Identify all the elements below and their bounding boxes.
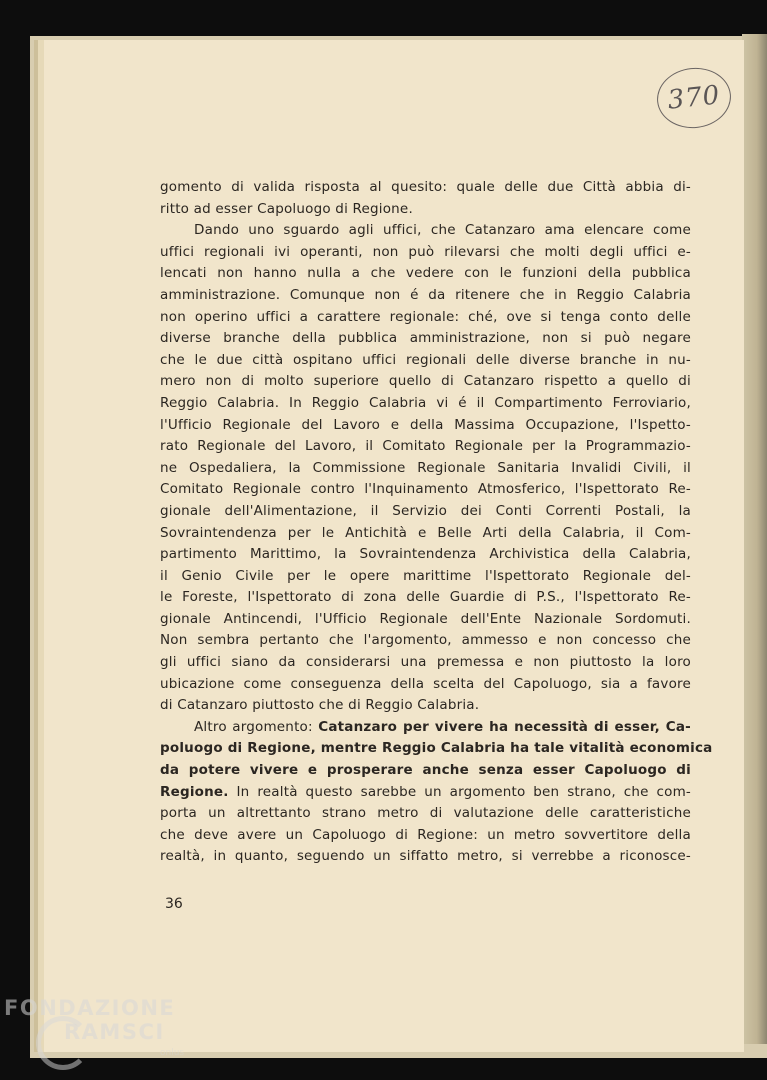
text-line: il Genio Civile per le opere marittime l'Ispettorato Regionale del- bbox=[160, 567, 691, 584]
text-line: ne Ospedaliera, la Commissione Regionale Sanitaria Invalidi Civili, il bbox=[160, 459, 691, 476]
text-line: rato Regionale del Lavoro, il Comitato Regionale per la Programmazio- bbox=[160, 438, 691, 455]
text-line: gionale dell'Alimentazione, il Servizio dei Conti Correnti Postali, la bbox=[160, 502, 691, 519]
text-line: le Foreste, l'Ispettorato di zona delle Guardie di P.S., l'Ispettorato Re- bbox=[160, 589, 691, 606]
text-line: Comitato Regionale contro l'Inquinamento Atmosferico, l'Ispettorato Re- bbox=[160, 481, 691, 498]
text-line: diverse branche della pubblica amministrazione, non si può negare bbox=[160, 330, 691, 347]
emphasis-run: Regione. bbox=[160, 783, 229, 800]
page-stack-edge bbox=[742, 34, 767, 1044]
page-folio: 36 bbox=[165, 896, 183, 912]
text-line: Sovraintendenza per le Antichità e Belle Arti della Calabria, il Com- bbox=[160, 524, 691, 541]
emphasis-run: da potere vivere e prosperare anche senza esser Capoluogo di bbox=[160, 762, 691, 779]
text-run: Altro argomento: bbox=[194, 718, 319, 735]
text-line: di Catanzaro piuttosto che di Reggio Calabria. bbox=[160, 697, 480, 714]
text-run: In realtà questo sarebbe un argomento ben strano, che com- bbox=[228, 783, 691, 800]
text-line: Reggio Calabria. In Reggio Calabria vi é il Compartimento Ferroviario, bbox=[160, 394, 691, 411]
text-line bbox=[160, 717, 691, 739]
watermark-line1: FONDAZIONE bbox=[4, 996, 176, 1020]
body-text bbox=[160, 177, 713, 868]
text-line: realtà, in quanto, seguendo un siffatto metro, si verrebbe a riconosce- bbox=[160, 848, 691, 865]
text-line: che le due città ospitano uffici regionali delle diverse branche in nu- bbox=[160, 351, 691, 368]
watermark-sub: onlus bbox=[160, 1048, 185, 1058]
text-line: ritto ad esser Capoluogo di Regione. bbox=[160, 200, 413, 217]
text-line: gli uffici siano da considerarsi una premessa e non piuttosto la loro bbox=[160, 654, 691, 671]
text-line: che deve avere un Capoluogo di Regione: un metro sovvertitore della bbox=[160, 826, 691, 843]
text-line: amministrazione. Comunque non é da ritenere che in Reggio Calabria bbox=[160, 286, 691, 303]
emphasis-run: poluogo di Regione, mentre Reggio Calabria ha tale vitalità economica bbox=[160, 740, 713, 757]
text-line: gomento di valida risposta al quesito: quale delle due Città abbia di- bbox=[160, 179, 691, 195]
text-line: l'Ufficio Regionale del Lavoro e della Massima Occupazione, l'Ispetto- bbox=[160, 416, 691, 433]
text-line bbox=[160, 738, 713, 760]
text-line: porta un altrettanto strano metro di valutazione delle caratteristiche bbox=[160, 805, 691, 822]
text-line: Dando uno sguardo agli uffici, che Catanzaro ama elencare come bbox=[194, 222, 691, 239]
handwritten-page-number: 370 bbox=[654, 64, 734, 131]
text-line bbox=[160, 760, 691, 782]
emphasis-run: Catanzaro per vivere ha necessità di esser, Ca- bbox=[318, 718, 691, 735]
text-line bbox=[160, 782, 691, 804]
text-line: non operino uffici a carattere regionale: ché, ove si tenga conto delle bbox=[160, 308, 691, 325]
text-line: gionale Antincendi, l'Ufficio Regionale dell'Ente Nazionale Sordomuti. bbox=[160, 610, 691, 627]
watermark bbox=[4, 996, 194, 1066]
text-line: partimento Marittimo, la Sovraintendenza Archivistica della Calabria, bbox=[160, 546, 691, 563]
text-line: uffici regionali ivi operanti, non può rilevarsi che molti degli uffici e- bbox=[160, 243, 691, 260]
text-line: Non sembra pertanto che l'argomento, ammesso e non concesso che bbox=[160, 632, 691, 649]
text-line: lencati non hanno nulla a che vedere con le funzioni della pubblica bbox=[160, 265, 691, 282]
text-line: mero non di molto superiore quello di Catanzaro rispetto a quello di bbox=[160, 373, 691, 390]
watermark-line2: RAMSCI bbox=[64, 1020, 165, 1044]
text-line: ubicazione come conseguenza della scelta del Capoluogo, sia a favore bbox=[160, 675, 691, 692]
